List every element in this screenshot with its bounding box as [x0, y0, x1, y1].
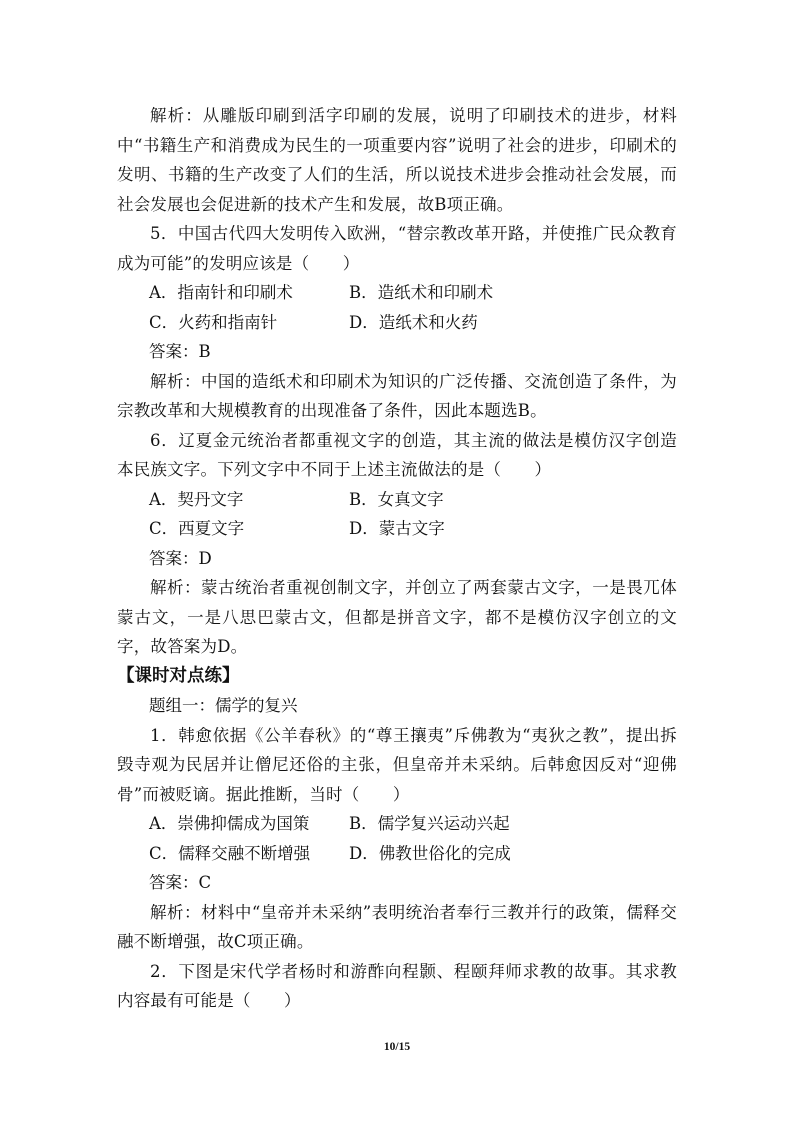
- question-1-analysis: 解析：材料中“皇帝并未采纳”表明统治者奉行三教并行的政策，儒释交融不断增强，故C项正确。: [117, 902, 677, 951]
- question-5-stem: 5．中国古代四大发明传入欧洲，“替宗教改革开路，并使推广民众教育成为可能”的发明应该是（ ）: [117, 224, 677, 273]
- question-1-option-a: A．崇佛抑儒成为国策: [149, 814, 310, 833]
- question-5-options-row-1: [117, 278, 677, 308]
- question-1-options-row-1: [117, 809, 677, 839]
- question-1-option-c: C．儒释交融不断增强: [149, 843, 311, 863]
- question-6-options-row-2: [117, 514, 677, 544]
- question-1-options-row-2: [117, 839, 677, 869]
- question-5-answer: 答案：B: [149, 342, 211, 361]
- question-5-options-row-2: [117, 308, 677, 338]
- analysis-paragraph-q4: 解析：从雕版印刷到活字印刷的发展，说明了印刷技术的进步，材料中“书籍生产和消费成为民生的一项重要内容”说明了社会的进步，印刷术的发明、书籍的生产改变了人们的生活，所以说技术进步会推动社会发展，而社会发展也会促进新的技术产生和发展，故B项正确。: [117, 106, 677, 214]
- question-5-option-c: C．火药和指南针: [149, 312, 278, 332]
- page-number: 10/15: [383, 1041, 411, 1053]
- question-6-option-b: B．女真文字: [349, 489, 444, 509]
- question-5-option-b: B．造纸术和印刷术: [349, 283, 494, 302]
- question-1-answer: 答案：C: [149, 873, 212, 892]
- question-6-option-a: A．契丹文字: [149, 489, 244, 509]
- section-heading: 【课时对点练】: [117, 665, 240, 686]
- question-5-analysis: 解析：中国的造纸术和印刷术为知识的广泛传播、交流创造了条件，为宗教改革和大规模教育的出现准备了条件，因此本题选B。: [117, 371, 677, 420]
- question-6-option-c: C．西夏文字: [149, 519, 245, 538]
- document-content: [117, 101, 677, 1016]
- question-2-stem: 2．下图是宋代学者杨时和游酢向程颢、程颐拜师求教的故事。其求教内容最有可能是（ ）: [117, 961, 677, 1010]
- question-6-option-d: D．蒙古文字: [349, 519, 445, 538]
- question-5-option-a: A．指南针和印刷术: [149, 283, 293, 302]
- question-1-option-d: D．佛教世俗化的完成: [349, 843, 511, 863]
- question-5-option-d: D．造纸术和火药: [349, 312, 478, 332]
- question-6-analysis: 解析：蒙古统治者重视创制文字，并创立了两套蒙古文字，一是畏兀体蒙古文，一是八思巴蒙古文，但都是拼音文字，都不是模仿汉字创立的文字，故答案为D。: [117, 578, 677, 656]
- question-6-stem: 6．辽夏金元统治者都重视文字的创造，其主流的做法是模仿汉字创造本民族文字。下列文字中不同于上述主流做法的是（ ）: [117, 430, 677, 479]
- question-1-stem: 1．韩愈依据《公羊春秋》的“尊王攘夷”斥佛教为“夷狄之教”，提出拆毁寺观为民居并让僧尼还俗的主张，但皇帝并未采纳。后韩愈因反对“迎佛骨”而被贬谪。据此推断，当时（ ）: [117, 725, 677, 804]
- question-6-options-row-1: [117, 485, 677, 515]
- question-1-option-b: B．儒学复兴运动兴起: [349, 814, 510, 833]
- question-6-answer: 答案：D: [149, 548, 212, 568]
- question-group-title: 题组一：儒学的复兴: [149, 696, 298, 715]
